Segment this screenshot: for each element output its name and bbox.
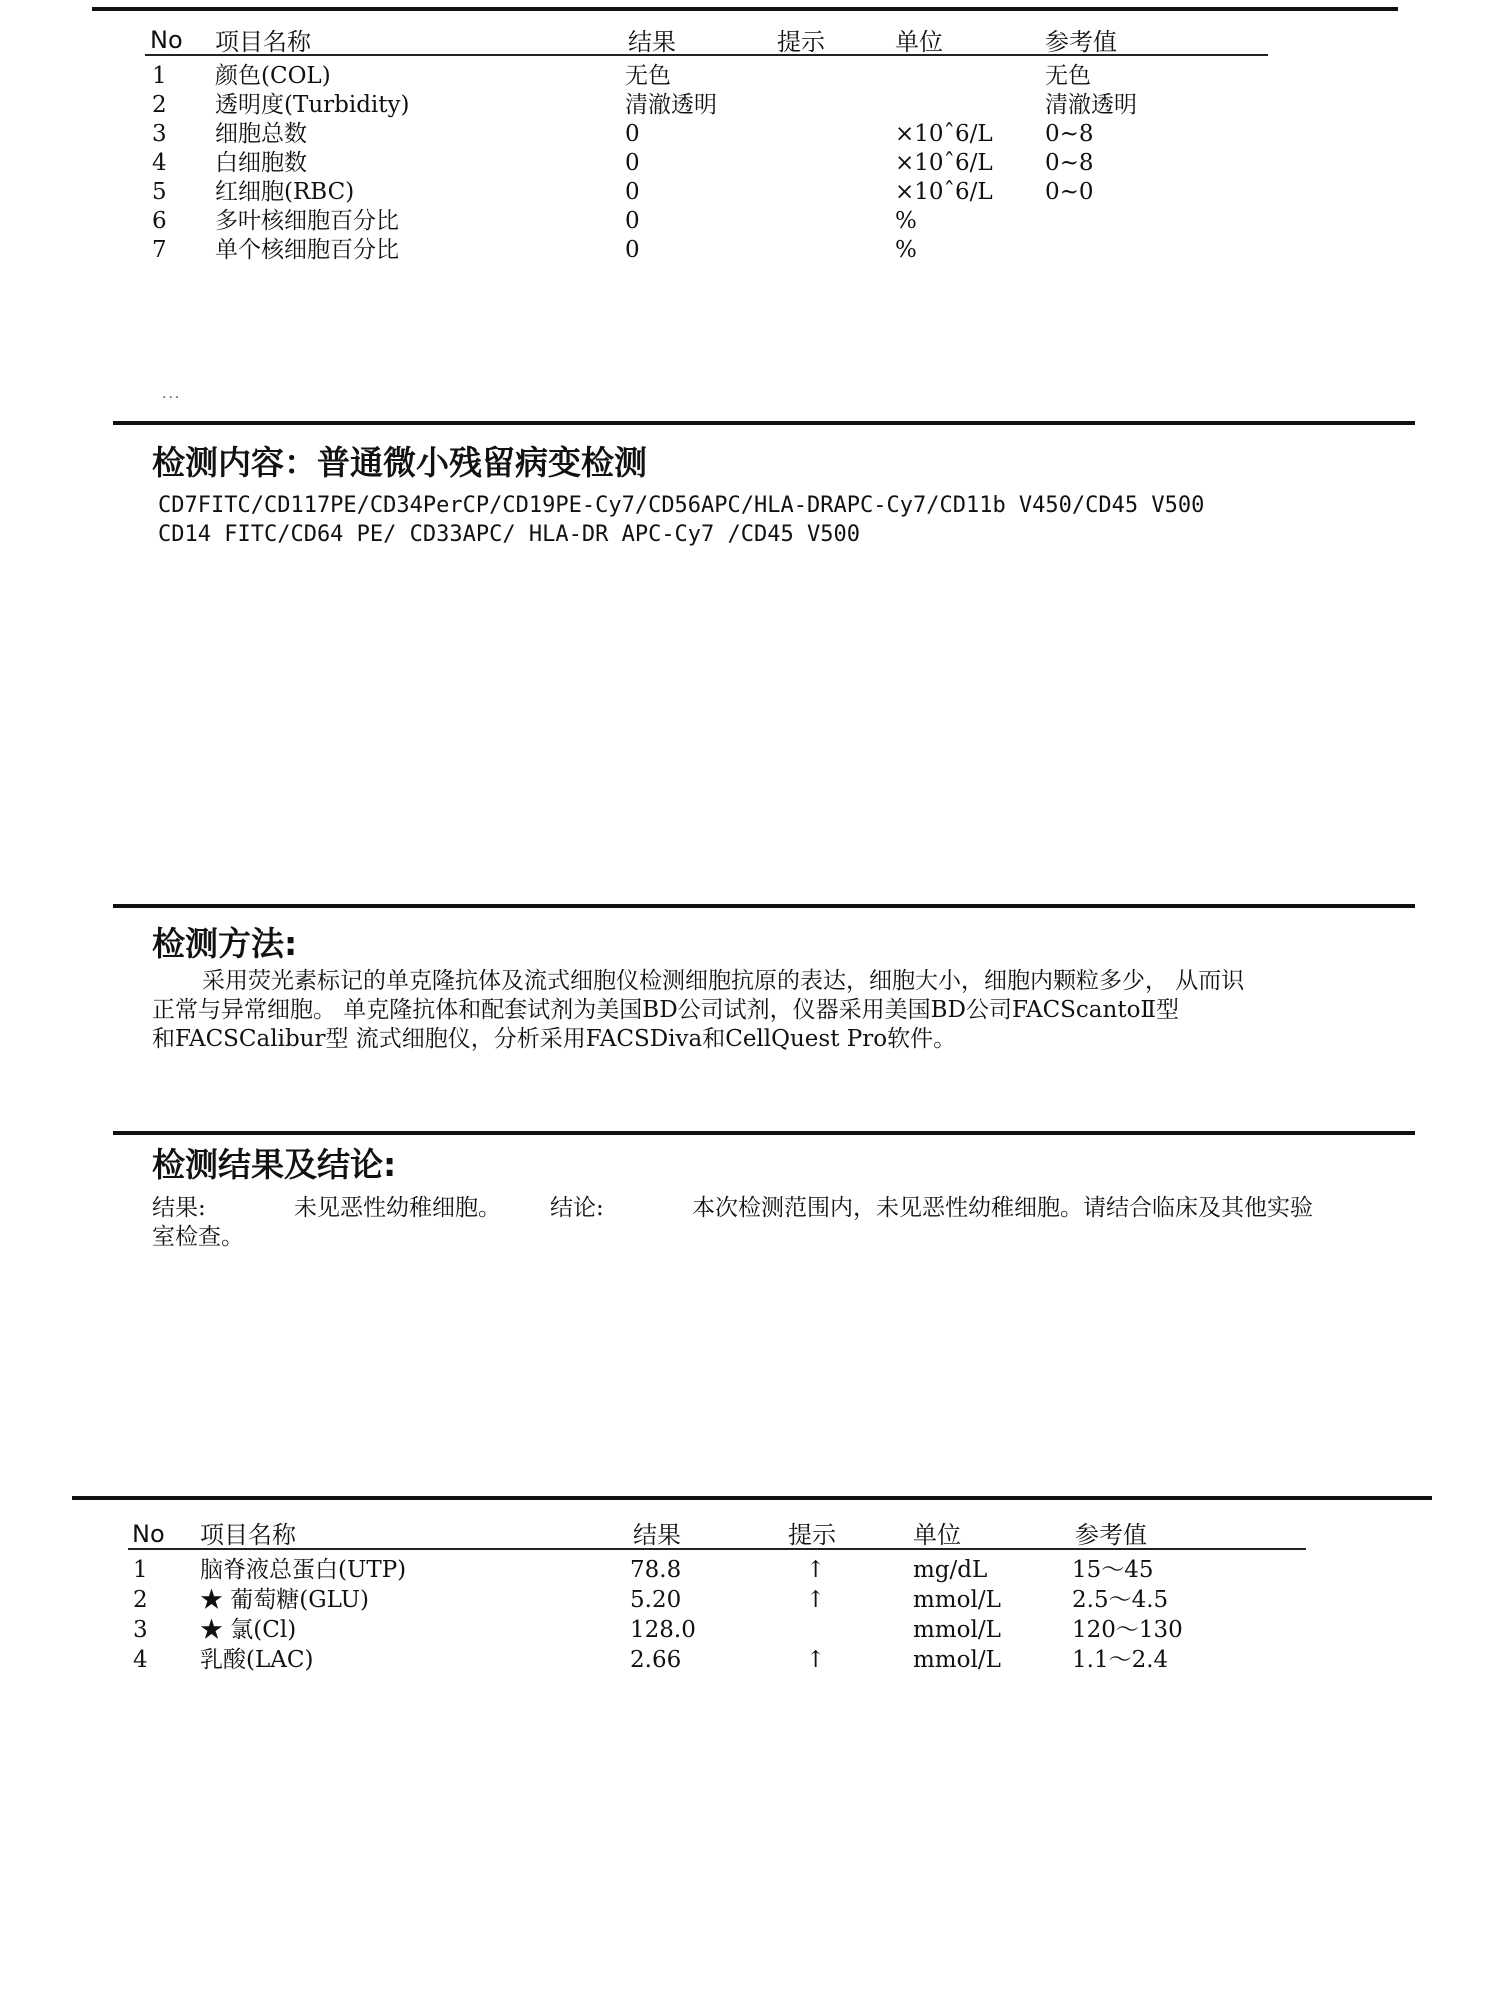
t2-row4-no: 4 — [133, 1647, 148, 1673]
conclusion-continuation: 室检查。 — [152, 1224, 244, 1250]
t2-row2-flag: ↑ — [806, 1587, 826, 1613]
t2-row3-name: ★ 氯(Cl) — [200, 1617, 297, 1643]
t2-row4-ref: 1.1～2.4 — [1072, 1647, 1169, 1673]
t1-row2-ref: 清澈透明 — [1045, 92, 1137, 118]
t1-row5-name: 红细胞(RBC) — [215, 179, 355, 205]
content-heading: 检测内容：普通微小残留病变检测 — [152, 443, 647, 482]
t2-row3-ref: 120～130 — [1072, 1617, 1183, 1643]
content-section-rule — [113, 421, 1415, 425]
t1-header-no: No — [150, 26, 183, 54]
t1-header-underline — [145, 54, 1268, 56]
t2-row4-result: 2.66 — [630, 1647, 682, 1673]
t2-row2-ref: 2.5～4.5 — [1072, 1587, 1169, 1613]
t1-row3-unit: ×10ˆ6/L — [895, 121, 993, 147]
t1-row3-no: 3 — [152, 121, 167, 147]
method-line-3: 和FACSCalibur型 流式细胞仪，分析采用FACSDiva和CellQuest Pro软件。 — [152, 1026, 957, 1052]
t1-row2-no: 2 — [152, 92, 167, 118]
table2-top-rule — [72, 1496, 1432, 1500]
t2-row4-flag: ↑ — [806, 1647, 826, 1673]
t1-row6-no: 6 — [152, 208, 167, 234]
t1-row5-ref: 0~0 — [1045, 179, 1094, 205]
t1-row6-result: 0 — [625, 208, 640, 234]
t1-row3-ref: 0~8 — [1045, 121, 1094, 147]
t2-row2-unit: mmol/L — [913, 1587, 1001, 1613]
t1-row1-ref: 无色 — [1045, 63, 1091, 89]
t2-row3-result: 128.0 — [630, 1617, 696, 1643]
t2-row3-unit: mmol/L — [913, 1617, 1001, 1643]
t1-row5-unit: ×10ˆ6/L — [895, 179, 993, 205]
t2-header-no: No — [132, 1520, 165, 1548]
t1-row7-name: 单个核细胞百分比 — [215, 237, 399, 263]
t2-header-ref: 参考值 — [1075, 1521, 1147, 1549]
method-line-1: 采用荧光素标记的单克隆抗体及流式细胞仪检测细胞抗原的表达，细胞大小，细胞内颗粒多少， 从而识 — [202, 968, 1245, 994]
t1-row7-result: 0 — [625, 237, 640, 263]
result-section-rule — [113, 1131, 1415, 1135]
t1-header-ref: 参考值 — [1045, 28, 1117, 56]
t1-row1-no: 1 — [152, 63, 167, 89]
t1-row5-result: 0 — [625, 179, 640, 205]
t1-row7-unit: % — [895, 237, 917, 263]
t1-row4-result: 0 — [625, 150, 640, 176]
t1-row2-result: 清澈透明 — [625, 92, 717, 118]
t1-header-name: 项目名称 — [215, 28, 311, 56]
t1-row6-name: 多叶核细胞百分比 — [215, 208, 399, 234]
method-line-2: 正常与异常细胞。 单克隆抗体和配套试剂为美国BD公司试剂，仪器采用美国BD公司FACScantoⅡ型 — [152, 997, 1180, 1023]
t2-row3-no: 3 — [133, 1617, 148, 1643]
t1-row4-no: 4 — [152, 150, 167, 176]
t2-row2-no: 2 — [133, 1587, 148, 1613]
t1-row3-name: 细胞总数 — [215, 121, 307, 147]
t1-row2-name: 透明度(Turbidity) — [215, 92, 410, 118]
result-heading: 检测结果及结论: — [152, 1145, 397, 1184]
t2-row1-result: 78.8 — [630, 1557, 682, 1583]
t1-row4-unit: ×10ˆ6/L — [895, 150, 993, 176]
t2-header-name: 项目名称 — [200, 1521, 296, 1549]
t2-header-result: 结果 — [633, 1521, 681, 1549]
t1-row3-result: 0 — [625, 121, 640, 147]
result-label: 结果: — [152, 1195, 206, 1221]
conclusion-label: 结论: — [550, 1195, 604, 1221]
antibody-panel-line-2: CD14 FITC/CD64 PE/ CD33APC/ HLA-DR APC-Cy7 /CD45 V500 — [158, 522, 860, 547]
t2-row1-unit: mg/dL — [913, 1557, 988, 1583]
t1-row7-no: 7 — [152, 237, 167, 263]
t2-row4-unit: mmol/L — [913, 1647, 1001, 1673]
t2-row1-ref: 15～45 — [1072, 1557, 1154, 1583]
t2-row4-name: 乳酸(LAC) — [200, 1647, 314, 1673]
t1-header-unit: 单位 — [895, 28, 943, 56]
t2-row1-name: 脑脊液总蛋白(UTP) — [200, 1557, 407, 1583]
t1-row4-name: 白细胞数 — [215, 150, 307, 176]
t1-row5-no: 5 — [152, 179, 167, 205]
t1-row4-ref: 0~8 — [1045, 150, 1094, 176]
t1-header-flag: 提示 — [777, 28, 825, 56]
antibody-panel-line-1: CD7FITC/CD117PE/CD34PerCP/CD19PE-Cy7/CD56APC/HLA-DRAPC-Cy7/CD11b V450/CD45 V500 — [158, 493, 1205, 518]
top-rule — [92, 7, 1398, 11]
result-value: 未见恶性幼稚细胞。 — [294, 1195, 501, 1221]
method-section-rule — [113, 904, 1415, 908]
t1-row1-name: 颜色(COL) — [215, 63, 331, 89]
conclusion-value: 本次检测范围内，未见恶性幼稚细胞。请结合临床及其他实验 — [692, 1195, 1313, 1221]
t1-header-result: 结果 — [628, 28, 676, 56]
t1-row6-unit: % — [895, 208, 917, 234]
t2-row2-name: ★ 葡萄糖(GLU) — [200, 1587, 370, 1613]
t2-row1-flag: ↑ — [806, 1557, 826, 1583]
faint-dots: ... — [162, 386, 182, 402]
t2-header-unit: 单位 — [913, 1521, 961, 1549]
method-heading: 检测方法: — [152, 924, 298, 963]
t2-header-flag: 提示 — [788, 1521, 836, 1549]
t2-row2-result: 5.20 — [630, 1587, 682, 1613]
t1-row1-result: 无色 — [625, 63, 671, 89]
t2-header-underline — [128, 1548, 1306, 1550]
t2-row1-no: 1 — [133, 1557, 148, 1583]
